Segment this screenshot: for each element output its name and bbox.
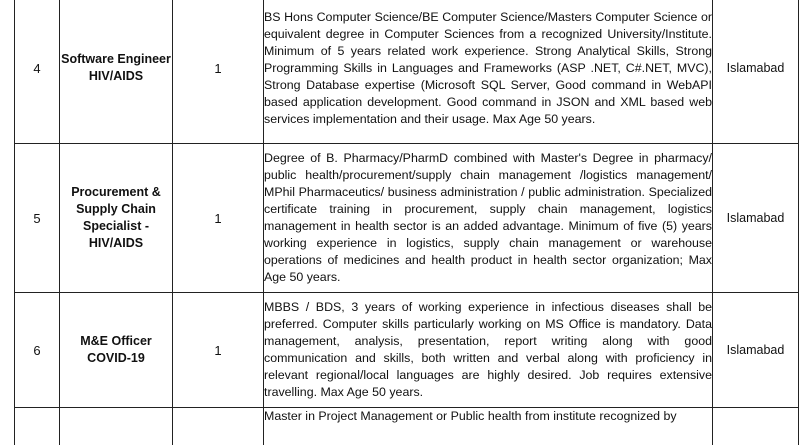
job-description: MBBS / BDS, 3 years of working experience in infectious diseases shall be preferred. Computer skills particularly working on MS Office is mandatory. Data management, analysis, presentation, report writing along with good communication and skills, both written and verbal along with proficiency in relevant regional/local languages are highly desired. Job requires extensive travelling. Max Age 50 years. [264,293,713,408]
serial-number [15,408,60,445]
job-description: Degree of B. Pharmacy/PharmD combined with Master's Degree in pharmacy/ public health/procurement/supply chain management /logistics management/ MPhil Pharmaceutics/ business administration / public administration. Specialized certificate training in procurement, supply chain management, logistics management in health sector is an added advantage. Minimum of five (5) years working experience in logistics, supply chain management or warehouse operations of medicines and health product in health sector organization; Max Age 50 years. [264,144,713,293]
job-title-line: M&E Officer [80,334,152,348]
table-row [15,408,799,445]
table-row [15,0,799,144]
positions-count: 1 [173,0,264,144]
job-title-line: Specialist - [83,219,149,233]
job-location: Islamabad [713,144,799,293]
table-row [15,293,799,408]
job-title [60,408,173,445]
job-title-line: Supply Chain [76,202,156,216]
job-location: Islamabad [713,293,799,408]
job-description: BS Hons Computer Science/BE Computer Science/Masters Computer Science or equivalent degree in Computer Sciences from a recognized University/Institute. Minimum of 5 years related work experience. Strong Analytical Skills, Strong Programming Skills in Languages and Frameworks (ASP .NET, C#.NET, MVC), Strong Database expertise (Microsoft SQL Server, Good command in WebAPI based application development. Good command in JSON and XML based web services implementation and their usage. Max Age 50 years. [264,0,713,144]
job-title-line: HIV/AIDS [88,236,144,250]
job-title [60,0,173,144]
job-title [60,144,173,293]
job-title-line: Procurement & [71,185,161,199]
jobs-table [14,0,799,445]
job-description: Master in Project Management or Public health from institute recognized by [264,408,713,445]
serial-number: 4 [15,0,60,144]
job-title-line: COVID-19 [87,351,145,365]
job-location: Islamabad [713,0,799,144]
job-location [713,408,799,445]
positions-count: 1 [173,144,264,293]
serial-number: 6 [15,293,60,408]
positions-count [173,408,264,445]
job-title-line: HIV/AIDS [88,69,144,83]
job-title-line: Software Engineer [61,52,171,66]
job-title [60,293,173,408]
positions-count: 1 [173,293,264,408]
table-row [15,144,799,293]
serial-number: 5 [15,144,60,293]
